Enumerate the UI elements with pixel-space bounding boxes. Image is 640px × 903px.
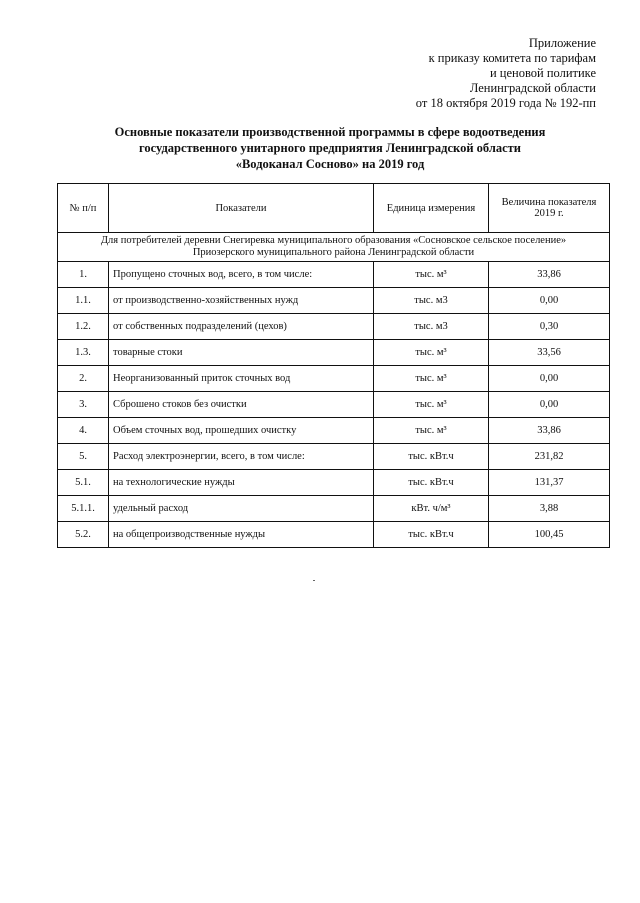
row-name: Сброшено стоков без очистки (109, 392, 374, 418)
row-value: 3,88 (489, 496, 610, 522)
header-unit: Единица измерения (374, 184, 489, 233)
header-num: № п/п (58, 184, 109, 233)
row-value: 0,00 (489, 288, 610, 314)
table-row (58, 418, 610, 444)
row-num: 5. (58, 444, 109, 470)
row-num: 5.1. (58, 470, 109, 496)
title-line: государственного унитарного предприятия Ленинградской области (138, 141, 521, 155)
table-row (58, 366, 610, 392)
group-cell (58, 233, 610, 262)
row-value: 0,00 (489, 366, 610, 392)
table-row (58, 470, 610, 496)
table-row (58, 496, 610, 522)
row-unit: тыс. м³ (374, 340, 489, 366)
row-value: 131,37 (489, 470, 610, 496)
appendix-line: к приказу комитета по тарифам (428, 51, 596, 65)
row-value: 100,45 (489, 522, 610, 548)
header-name: Показатели (109, 184, 374, 233)
row-name: на технологические нужды (109, 470, 374, 496)
row-name: на общепроизводственные нужды (109, 522, 374, 548)
row-name: Расход электроэнергии, всего, в том числе: (109, 444, 374, 470)
row-num: 5.1.1. (58, 496, 109, 522)
row-name: Неорганизованный приток сточных вод (109, 366, 374, 392)
appendix-line: Приложение (528, 36, 596, 50)
row-value: 231,82 (489, 444, 610, 470)
row-num: 1.3. (58, 340, 109, 366)
appendix-line: и ценовой политике (489, 66, 596, 80)
row-name: товарные стоки (109, 340, 374, 366)
row-unit: тыс. кВт.ч (374, 522, 489, 548)
row-num: 1.2. (58, 314, 109, 340)
row-unit: тыс. м3 (374, 288, 489, 314)
table-row (58, 522, 610, 548)
table-header-row (58, 184, 610, 233)
row-unit: тыс. м³ (374, 392, 489, 418)
row-value: 33,56 (489, 340, 610, 366)
table-row (58, 340, 610, 366)
row-unit: кВт. ч/м³ (374, 496, 489, 522)
row-unit: тыс. м³ (374, 418, 489, 444)
row-name: Пропущено сточных вод, всего, в том числе: (109, 262, 374, 288)
title-line: «Водоканал Сосново» на 2019 год (235, 157, 425, 171)
row-unit: тыс. кВт.ч (374, 444, 489, 470)
table-row (58, 288, 610, 314)
title-line: Основные показатели производственной программы в сфере водоотведения (114, 125, 546, 139)
group-row (58, 233, 610, 262)
row-name: удельный расход (109, 496, 374, 522)
row-unit: тыс. м³ (374, 262, 489, 288)
row-name: Объем сточных вод, прошедших очистку (109, 418, 374, 444)
row-value: 0,00 (489, 392, 610, 418)
group-line: Приозерского муниципального района Ленинградской области (192, 247, 475, 258)
document-title (40, 124, 620, 172)
row-value: 0,30 (489, 314, 610, 340)
appendix-line: от 18 октября 2019 года № 192-пп (415, 96, 596, 110)
row-num: 1.1. (58, 288, 109, 314)
row-unit: тыс. м3 (374, 314, 489, 340)
header-value: Величина показателя 2019 г. (489, 184, 610, 233)
row-unit: тыс. м³ (374, 366, 489, 392)
scan-speck (313, 580, 315, 581)
row-unit: тыс. кВт.ч (374, 470, 489, 496)
table-row (58, 392, 610, 418)
appendix-line: Ленинградской области (469, 81, 596, 95)
table-row (58, 314, 610, 340)
row-num: 5.2. (58, 522, 109, 548)
group-line: Для потребителей деревни Снегиревка муниципального образования «Сосновское сельское поселение» (100, 235, 567, 246)
row-num: 3. (58, 392, 109, 418)
row-name: от производственно-хозяйственных нужд (109, 288, 374, 314)
row-name: от собственных подразделений (цехов) (109, 314, 374, 340)
row-num: 4. (58, 418, 109, 444)
table-row (58, 262, 610, 288)
row-value: 33,86 (489, 418, 610, 444)
indicators-table (57, 183, 610, 548)
row-num: 2. (58, 366, 109, 392)
appendix-block (366, 36, 596, 111)
row-value: 33,86 (489, 262, 610, 288)
row-num: 1. (58, 262, 109, 288)
table-row (58, 444, 610, 470)
